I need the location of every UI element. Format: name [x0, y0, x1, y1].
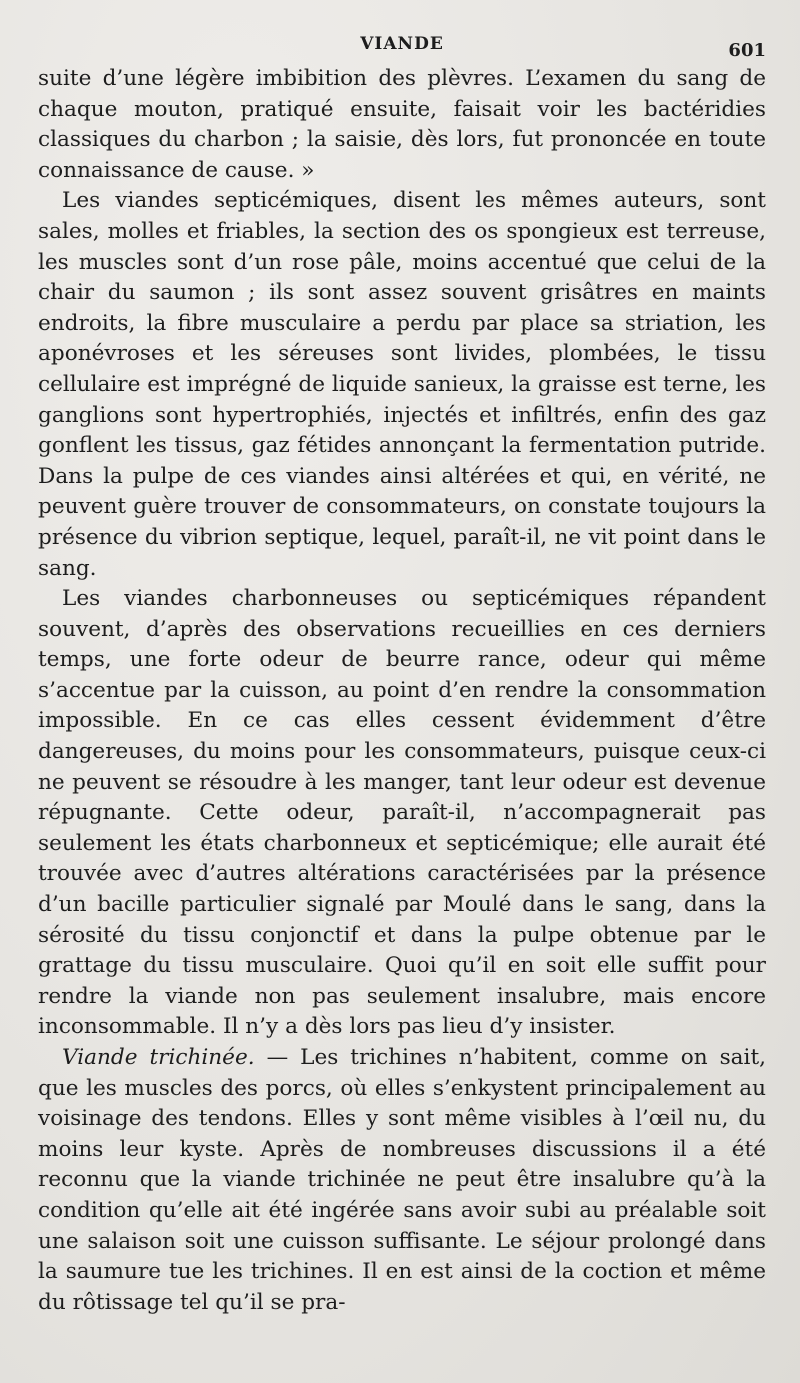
paragraph-trichinated-meat — [38, 1043, 766, 1318]
running-head — [38, 30, 766, 60]
section-lead-italic: Viande trichinée. — [62, 1045, 255, 1070]
book-page — [38, 30, 766, 1370]
paragraph-continuation: suite d’une légère imbibition des plèvres. L’examen du sang de chaque mouton, pratiqué ensuite, faisait voir les bactéridies classiques du charbon ; la saisie, dès lors, fut prononcée en toute connaissance de cause. » — [38, 66, 766, 183]
paragraph-anthrax-odor: Les viandes charbonneuses ou septicémiques répandent souvent, d’après des observations recueillies en ces derniers temps, une forte odeur de beurre rance, odeur qui même s’accentue par la cuisson, au point d’en rendre la consommation impossible. En ce cas elles cessent évidemment d’être dangereuses, du moins pour les consommateurs, puisque ceux-ci ne peuvent se résoudre à les manger, tant leur odeur est devenue répugnante. Cette odeur, paraît-il, n’accompagnerait pas seulement les états charbonneux et septicémique; elle aurait été trouvée avec d’autres altérations caractérisées par la présence d’un bacille particulier signalé par Moulé dans le sang, dans la sérosité du tissu conjonctif et dans la pulpe obtenue par le grattage du tissu musculaire. Quoi qu’il en soit elle suffit pour rendre la viande non pas seulement insalubre, mais encore inconsommable. Il n’y a dès lors pas lieu d’y insister. — [38, 586, 766, 1040]
page-number: 601 — [728, 40, 766, 61]
paragraph-trichinated-text: — Les trichines n’habitent, comme on sait, que les muscles des porcs, où elles s’enkystent principalement au voisinage des tendons. Elles y sont même visibles à l’œil nu, du moins leur kyste. Après de nombreuses discussions il a été reconnu que la viande trichinée ne peut être insalubre qu’à la condition qu’elle ait été ingérée sans avoir subi au préalable soit une salaison soit une cuisson suffisante. Le séjour prolongé dans la saumure tue les trichines. Il en est ainsi de la coction et même du rôtissage tel qu’il se pra- — [38, 1045, 766, 1315]
body-text — [38, 64, 766, 1318]
running-title: VIANDE — [360, 34, 444, 54]
paragraph-septicemic-meat: Les viandes septicémiques, disent les mêmes auteurs, sont sales, molles et friables, la section des os spongieux est terreuse, les muscles sont d’un rose pâle, moins accentué que celui de la chair du saumon ; ils sont assez souvent grisâtres en maints endroits, la fibre musculaire a perdu par place sa striation, les aponévroses et les séreuses sont livides, plombées, le tissu cellulaire est imprégné de liquide sanieux, la graisse est terne, les ganglions sont hypertrophiés, injectés et infiltrés, enfin des gaz gonflent les tissus, gaz fétides annonçant la fermentation putride. Dans la pulpe de ces viandes ainsi altérées et qui, en vérité, ne peuvent guère trouver de consommateurs, on constate toujours la présence du vibrion septique, lequel, paraît-il, ne vit point dans le sang. — [38, 188, 766, 581]
